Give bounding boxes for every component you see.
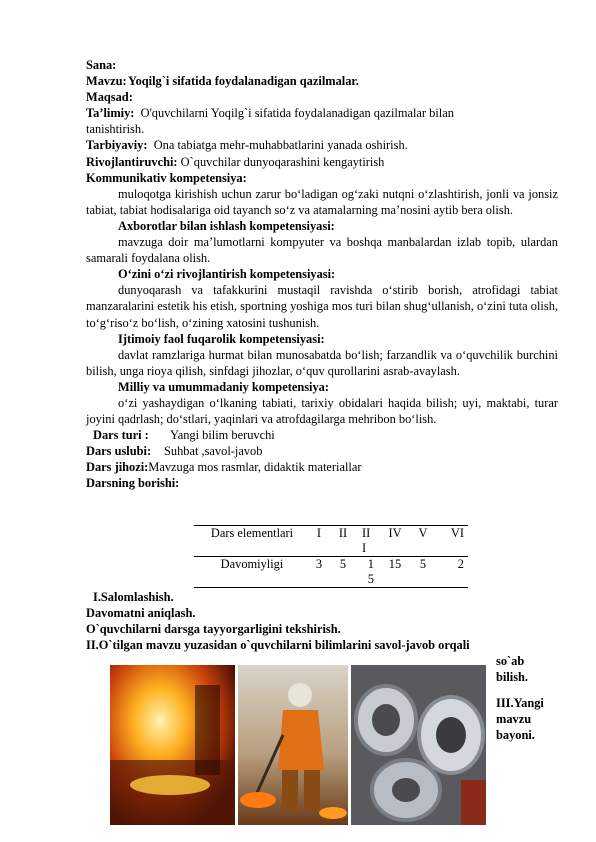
step-review-word: so`ab — [496, 654, 525, 668]
lesson-plan-table — [194, 525, 468, 588]
step-new-topic — [496, 695, 566, 743]
dars-turi-label: Dars turi : — [93, 428, 149, 443]
talimiy-line — [86, 105, 558, 121]
rivoj-label: Rivojlantiruvchi: — [86, 154, 178, 169]
table-cell: IV — [380, 526, 410, 557]
table-cell: VI — [436, 526, 468, 557]
tarbiyaviy-text: Ona tabiatga mehr-muhabbatlarini yanada oshirish. — [153, 138, 408, 153]
table-row — [194, 526, 468, 557]
rivoj-line — [86, 154, 558, 170]
talimiy-label: Ta’limiy: — [86, 106, 135, 121]
step-new-topic-word: III.Yangi — [496, 696, 544, 710]
step-greeting: I.Salomlashish. — [93, 590, 174, 604]
dars-turi-text: Yangi bilim beruvchi — [170, 428, 275, 443]
axb-text: mavzuga doir ma’lumotlarni kompyuter va boshqa manbalardan izlab topib, ulardan samarali foydalana olish. — [86, 235, 558, 266]
darsning-borishi: Darsning borishi: — [86, 476, 180, 491]
ozini-text: dunyoqarash va tafakkurini mustaqil ravishda o‘stirib borish, atrofidagi tabiat manzaralarini estetik his etish, sportning yoshiga mos turi bilan shug‘ullanish, o‘zini tuta olish, to‘g‘riso‘z bo‘lish, o‘zining xatosini tushunish. — [86, 283, 558, 330]
table-cell: 5 — [330, 557, 356, 588]
tarbiyaviy-label: Tarbiyaviy: — [86, 138, 148, 153]
dars-turi-line — [86, 427, 558, 443]
dars-uslubi-text: Suhbat ,savol-javob — [164, 444, 263, 459]
talimiy-text-cont: tanishtirish. — [86, 122, 145, 137]
table-row — [194, 557, 468, 588]
mavzu-line — [86, 73, 558, 89]
step-new-topic-word: mavzu — [496, 712, 532, 727]
table-cell: 3 — [308, 557, 330, 588]
dars-jihozi-text: Mavzuga mos rasmlar, didaktik materiallar — [148, 460, 362, 475]
step-readiness: O`quvchilarni darsga tayyorgarligini tekshirish. — [86, 622, 341, 637]
table-cell: Davomiyligi — [194, 557, 308, 588]
illustration-photos — [110, 665, 486, 825]
table-cell — [356, 526, 380, 557]
steelworker-photo — [238, 665, 348, 825]
dars-uslubi-label: Dars uslubi: — [86, 444, 152, 459]
table-cell-text: 15 — [367, 557, 374, 586]
document-body — [86, 57, 558, 492]
mil-text: o‘zi yashaydigan o‘lkaning tabiati, tarixiy obidalari haqida bilish; uyi, maktabi, turar joyini qadrlash; do‘stlari, yaqinlari va atrofdagilarga mehribon bo‘lish. — [86, 395, 558, 427]
dars-uslubi-line — [86, 443, 558, 459]
table-cell-text: III — [362, 526, 371, 555]
mavzu-label: Mavzu: — [86, 74, 127, 89]
ijt-title: Ijtimoiy faol fuqarolik kompetensiyasi: — [118, 331, 325, 346]
sana-label: Sana: — [86, 58, 117, 72]
table-cell: 2 — [436, 557, 468, 588]
lesson-steps — [86, 589, 566, 653]
step-attendance: Davomatni aniqlash. — [86, 606, 196, 621]
rivoj-text: O`quvchilar dunyoqarashini kengaytirish — [180, 154, 385, 169]
furnace-photo — [110, 665, 235, 825]
table-cell: I — [308, 526, 330, 557]
table-cell: Dars elementlari — [194, 526, 308, 557]
table-cell: II — [330, 526, 356, 557]
dars-jihozi-label: Dars jihozi: — [86, 460, 149, 475]
dars-jihozi-line — [86, 459, 558, 475]
step-review: II.O`tilgan mavzu yuzasidan o`quvchilarni bilimlarini savol-javob orqali — [86, 638, 470, 653]
table-cell — [356, 557, 380, 588]
step-review-cont — [496, 653, 566, 685]
talimiy-text: O'quvchilarni Yoqilg`i sifatida foydalanadigan qazilmalar bilan — [140, 106, 454, 121]
table-cell: V — [410, 526, 436, 557]
table-cell: 5 — [410, 557, 436, 588]
step-review-word: bilish. — [496, 670, 529, 685]
ijt-text: davlat ramzlariga hurmat bilan munosabatda bo‘lish; farzandlik va o‘quvchilik burchini bilish, unga rioya qilish, sinfdagi jihozlar, o‘quv qurollarini asrab-avaylash. — [86, 347, 558, 378]
axb-title: Axborotlar bilan ishlash kompetensiyasi: — [118, 218, 335, 233]
mavzu-text: Yoqilg`i sifatida foydalanadigan qazilmalar. — [128, 74, 359, 89]
metal-parts-photo — [351, 665, 486, 825]
maqsad-label: Maqsad: — [86, 90, 133, 105]
komm-title: Kommunikativ kompetensiya: — [86, 170, 247, 185]
tarbiyaviy-line — [86, 137, 558, 153]
komm-text: muloqotga kirishish uchun zarur bo‘ladigan og‘zaki nutqni o‘zlashtirish, jonli va jonsiz tabiat, tabiat hodisalariga oid tayanch so‘z va atamalarning ma’nosini aytib bera olish. — [86, 186, 558, 217]
table-cell: 15 — [380, 557, 410, 588]
mil-title: Milliy va umummadaniy kompetensiya: — [118, 379, 329, 394]
step-new-topic-word: bayoni. — [496, 728, 535, 743]
ozini-title: O‘zini o‘zi rivojlantirish kompetensiyasi: — [118, 267, 336, 282]
